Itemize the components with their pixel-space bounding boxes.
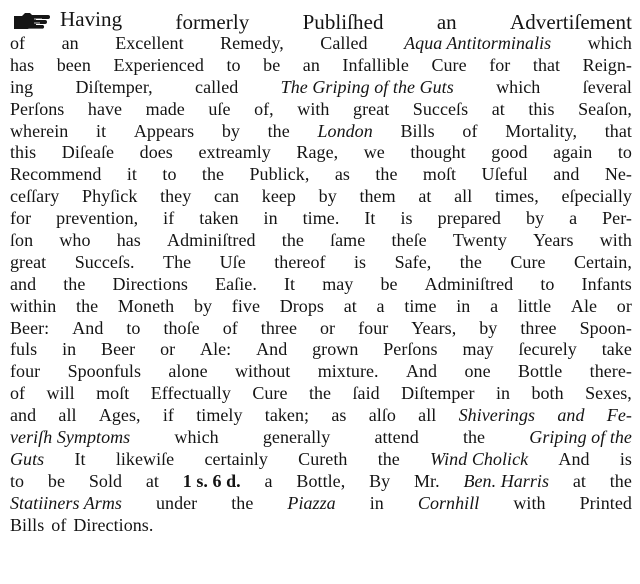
word: Diſtemper, xyxy=(75,76,153,97)
word: may xyxy=(322,273,354,294)
word: the xyxy=(231,492,254,513)
word: Sexes, xyxy=(585,383,632,404)
word: taken; xyxy=(264,405,310,426)
advertisement-line xyxy=(10,55,632,77)
advertisement-line xyxy=(10,164,632,186)
word: London xyxy=(317,120,373,141)
word: thoſe xyxy=(163,317,200,338)
word: Aqua Antitorminalis xyxy=(404,33,552,53)
word: have xyxy=(87,98,123,119)
word: will xyxy=(46,383,75,404)
word: which xyxy=(496,76,541,97)
word: generally xyxy=(262,427,331,448)
word: to xyxy=(162,164,177,185)
word: which xyxy=(587,33,632,53)
word: Perſons xyxy=(10,98,65,119)
word: moſt xyxy=(96,383,130,404)
word: Infallible xyxy=(342,54,409,75)
word: by xyxy=(193,295,213,316)
word: Advertiſement xyxy=(510,9,632,34)
word: Printed xyxy=(579,492,632,513)
word: ſame xyxy=(330,230,366,251)
word: for xyxy=(489,54,511,75)
word: or xyxy=(616,295,632,316)
word: for xyxy=(10,208,32,229)
word: great xyxy=(10,251,47,272)
word: has xyxy=(116,230,141,251)
word: of xyxy=(51,514,67,535)
word: which xyxy=(174,427,219,448)
word: Recommend xyxy=(10,164,102,185)
word: prepared xyxy=(437,208,501,229)
word: thereof xyxy=(274,251,326,272)
advertisement-line xyxy=(10,6,632,33)
word: Perſons xyxy=(383,339,438,360)
word: Uſe xyxy=(219,251,246,272)
word: Cureth xyxy=(298,448,348,469)
word: by xyxy=(221,120,240,141)
word: this xyxy=(10,142,37,163)
word: with xyxy=(297,98,330,119)
word: Having xyxy=(60,7,123,31)
word: we xyxy=(363,142,385,163)
word: is xyxy=(354,251,367,272)
word: the xyxy=(459,251,482,272)
word: mixture. xyxy=(317,361,379,382)
word: a xyxy=(490,295,499,316)
word: likewiſe xyxy=(115,448,175,469)
word: wherein xyxy=(10,120,69,141)
word: Directions xyxy=(112,273,188,294)
word: Remedy, xyxy=(220,33,284,53)
word: an xyxy=(436,9,457,34)
word: this xyxy=(528,98,555,119)
word: ſaid xyxy=(352,383,380,404)
word: Mortality, xyxy=(505,120,578,141)
word: time xyxy=(404,295,437,316)
word: the xyxy=(267,120,290,141)
word: eſpecially xyxy=(561,186,632,207)
advertisement-line xyxy=(10,77,632,99)
word: a xyxy=(569,208,578,229)
word: Ben. Harris xyxy=(463,470,550,491)
word: Piazza xyxy=(287,492,336,513)
word: great xyxy=(353,98,390,119)
word: Cornhill xyxy=(417,492,480,513)
word: keep xyxy=(261,186,296,207)
word: can xyxy=(213,186,240,207)
word: it xyxy=(126,164,137,185)
word: four xyxy=(10,361,41,382)
word: 1 s. 6 d. xyxy=(182,470,241,491)
word: at xyxy=(572,470,586,491)
word: in xyxy=(495,383,511,404)
word: to xyxy=(226,54,241,75)
word: Safe, xyxy=(394,251,432,272)
advertisement-line xyxy=(10,383,632,405)
word: if xyxy=(163,208,175,229)
word: a xyxy=(376,295,385,316)
word: alſo xyxy=(368,405,396,426)
word: taken xyxy=(199,208,239,229)
word: Shiverings xyxy=(458,405,536,426)
advertisement-line xyxy=(10,361,632,383)
word: And xyxy=(405,361,438,382)
word: Years, xyxy=(411,317,457,338)
advertisement-line xyxy=(10,296,632,318)
word: good xyxy=(491,142,528,163)
word: Drops xyxy=(279,295,324,316)
word: three xyxy=(520,317,557,338)
word: five xyxy=(231,295,260,316)
word: Seaſon, xyxy=(578,98,632,119)
word: at xyxy=(145,470,159,491)
word: fuls xyxy=(10,339,38,360)
word: of xyxy=(222,317,238,338)
word: without xyxy=(234,361,291,382)
advertisement-line xyxy=(10,208,632,230)
word: at xyxy=(343,295,357,316)
word: all xyxy=(454,186,473,207)
word: may xyxy=(462,339,494,360)
word: or xyxy=(320,317,336,338)
word: Adminiſtred xyxy=(167,230,256,251)
word: Guts xyxy=(10,448,45,469)
word: veriſh Symptoms xyxy=(10,427,131,448)
word: Cure xyxy=(510,251,546,272)
word: three xyxy=(260,317,298,338)
word: Publiſhed xyxy=(302,9,384,34)
word: uſe xyxy=(208,98,231,119)
word: Reign- xyxy=(582,54,632,75)
word: to xyxy=(126,317,141,338)
advertisement-line xyxy=(10,252,632,274)
advertisement-line xyxy=(10,515,632,537)
word: The xyxy=(163,251,192,272)
word: extreamly xyxy=(198,142,271,163)
word: moſt xyxy=(422,164,457,185)
advertisement-line xyxy=(10,274,632,296)
word: formerly xyxy=(175,9,250,34)
word: Bottle xyxy=(517,361,563,382)
word: Rage, xyxy=(296,142,339,163)
word: theſe xyxy=(391,230,427,251)
word: Beer: xyxy=(10,317,50,338)
word: within xyxy=(10,295,57,316)
word: made xyxy=(145,98,185,119)
word: Spoonfuls xyxy=(67,361,142,382)
word: with xyxy=(599,230,632,251)
word: four xyxy=(358,317,389,338)
word: Ale xyxy=(570,295,598,316)
word: Bills xyxy=(400,120,435,141)
word: ſeveral xyxy=(582,76,632,97)
word: that xyxy=(532,54,561,75)
word: is xyxy=(619,448,632,469)
word: Statiiners Arms xyxy=(10,492,122,513)
word: Diſtemper xyxy=(401,383,475,404)
word: the xyxy=(281,230,304,251)
word: and xyxy=(10,405,37,426)
word: the xyxy=(375,164,398,185)
word: And xyxy=(72,317,104,338)
word: Appears xyxy=(133,120,195,141)
word: attend xyxy=(374,427,419,448)
pointing-hand-icon xyxy=(12,11,54,29)
word: the xyxy=(76,295,99,316)
word: the xyxy=(63,273,86,294)
word: Cure xyxy=(252,383,288,404)
word: be xyxy=(47,470,66,491)
word: is xyxy=(400,208,413,229)
word: in xyxy=(62,339,77,360)
word: and xyxy=(10,273,37,294)
word: It xyxy=(74,448,86,469)
lead-in xyxy=(12,6,122,33)
word: with xyxy=(513,492,546,513)
word: has xyxy=(10,54,35,75)
word: be xyxy=(263,54,281,75)
word: by xyxy=(525,208,545,229)
word: again xyxy=(553,142,593,163)
word: ing xyxy=(10,76,34,97)
word: the xyxy=(462,427,486,448)
advertisement-line xyxy=(10,427,632,449)
word: ceſſary xyxy=(10,186,60,207)
word: Bottle, xyxy=(296,470,346,491)
advertisement-line xyxy=(10,33,632,55)
word: if xyxy=(162,405,174,426)
word: Diſeaſe xyxy=(61,142,115,163)
word: and xyxy=(557,405,585,426)
word: prevention, xyxy=(56,208,139,229)
advertisement-line xyxy=(10,142,632,164)
word: Phyſick xyxy=(82,186,138,207)
word: time. xyxy=(302,208,340,229)
advertisement-line xyxy=(10,186,632,208)
word: does xyxy=(139,142,173,163)
word: the xyxy=(308,383,332,404)
word: the xyxy=(377,448,400,469)
word: or xyxy=(160,339,176,360)
word: By xyxy=(369,470,391,491)
word: at xyxy=(418,186,432,207)
word: at xyxy=(491,98,505,119)
word: of xyxy=(10,33,26,53)
word: Years xyxy=(533,230,574,251)
word: The Griping of the Guts xyxy=(280,76,454,97)
word: Ages, xyxy=(98,405,141,426)
word: Griping of the xyxy=(529,427,632,448)
word: both xyxy=(531,383,564,404)
word: under xyxy=(155,492,198,513)
word: Eaſie. xyxy=(215,273,257,294)
word: of xyxy=(10,383,26,404)
word: a xyxy=(264,470,273,491)
advertisement-line xyxy=(10,449,632,471)
word: by xyxy=(479,317,498,338)
word: ſecurely xyxy=(518,339,577,360)
word: of, xyxy=(254,98,274,119)
advertisement-line xyxy=(10,339,632,361)
word: Twenty xyxy=(452,230,507,251)
word: times, xyxy=(494,186,539,207)
word: It xyxy=(283,273,296,294)
word: take xyxy=(601,339,632,360)
word: Certain, xyxy=(574,251,632,272)
word: Sold xyxy=(88,470,123,491)
word: all xyxy=(58,405,77,426)
word: alone xyxy=(168,361,208,382)
advertisement-line xyxy=(10,230,632,252)
word: one xyxy=(464,361,491,382)
word: it xyxy=(96,120,107,141)
word: Uſeful xyxy=(481,164,528,185)
word: as xyxy=(334,164,350,185)
word: Experienced xyxy=(113,54,204,75)
advertisement-text xyxy=(10,6,632,536)
word: Ale: xyxy=(200,339,232,360)
word: grown xyxy=(312,339,359,360)
word: all xyxy=(418,405,437,426)
word: that xyxy=(604,120,632,141)
word: Per- xyxy=(602,208,632,229)
word: Beer xyxy=(101,339,136,360)
word: Succeſs xyxy=(412,98,469,119)
word: called xyxy=(195,76,239,97)
word: who xyxy=(59,230,91,251)
word: Cure xyxy=(431,54,467,75)
advertisement-line xyxy=(10,493,632,515)
word: Spoon- xyxy=(579,317,632,338)
advertisement-line xyxy=(10,121,632,143)
word: And xyxy=(558,448,590,469)
word: It xyxy=(364,208,376,229)
word: Adminiſtred xyxy=(424,273,514,294)
word: in xyxy=(263,208,278,229)
word: to xyxy=(10,470,25,491)
word: be xyxy=(380,273,398,294)
word: been xyxy=(56,54,91,75)
advertisement-line xyxy=(10,99,632,121)
word: Directions. xyxy=(73,514,154,535)
word: of xyxy=(462,120,478,141)
word: little xyxy=(517,295,552,316)
word: Moneth xyxy=(117,295,175,316)
word: an xyxy=(302,54,320,75)
word: Fe- xyxy=(606,405,632,426)
word: in xyxy=(456,295,471,316)
word: ſon xyxy=(10,230,34,251)
word: them xyxy=(359,186,396,207)
word: the xyxy=(609,470,632,491)
advertisement-line xyxy=(10,471,632,493)
word: thought xyxy=(410,142,466,163)
word: certainly xyxy=(204,448,268,469)
word: Mr. xyxy=(414,470,440,491)
word: Succeſs. xyxy=(74,251,135,272)
advertisement-line xyxy=(10,318,632,340)
advertisement-line xyxy=(10,405,632,427)
word: to xyxy=(617,142,632,163)
word: Wind Cholick xyxy=(430,448,529,469)
word: an xyxy=(61,33,79,53)
word: Ne- xyxy=(604,164,632,185)
word: Infants xyxy=(581,273,632,294)
word: Excellent xyxy=(115,33,184,53)
word: And xyxy=(256,339,288,360)
word: as xyxy=(331,405,347,426)
word: the xyxy=(201,164,225,185)
word: there- xyxy=(589,361,632,382)
word: Effectually xyxy=(150,383,231,404)
word: to xyxy=(540,273,555,294)
word: Bills xyxy=(10,514,45,535)
word: by xyxy=(318,186,337,207)
word: in xyxy=(369,492,384,513)
word: Called xyxy=(320,33,368,53)
word: and xyxy=(553,164,580,185)
word: Publick, xyxy=(249,164,310,185)
word: timely xyxy=(196,405,243,426)
word: they xyxy=(160,186,192,207)
